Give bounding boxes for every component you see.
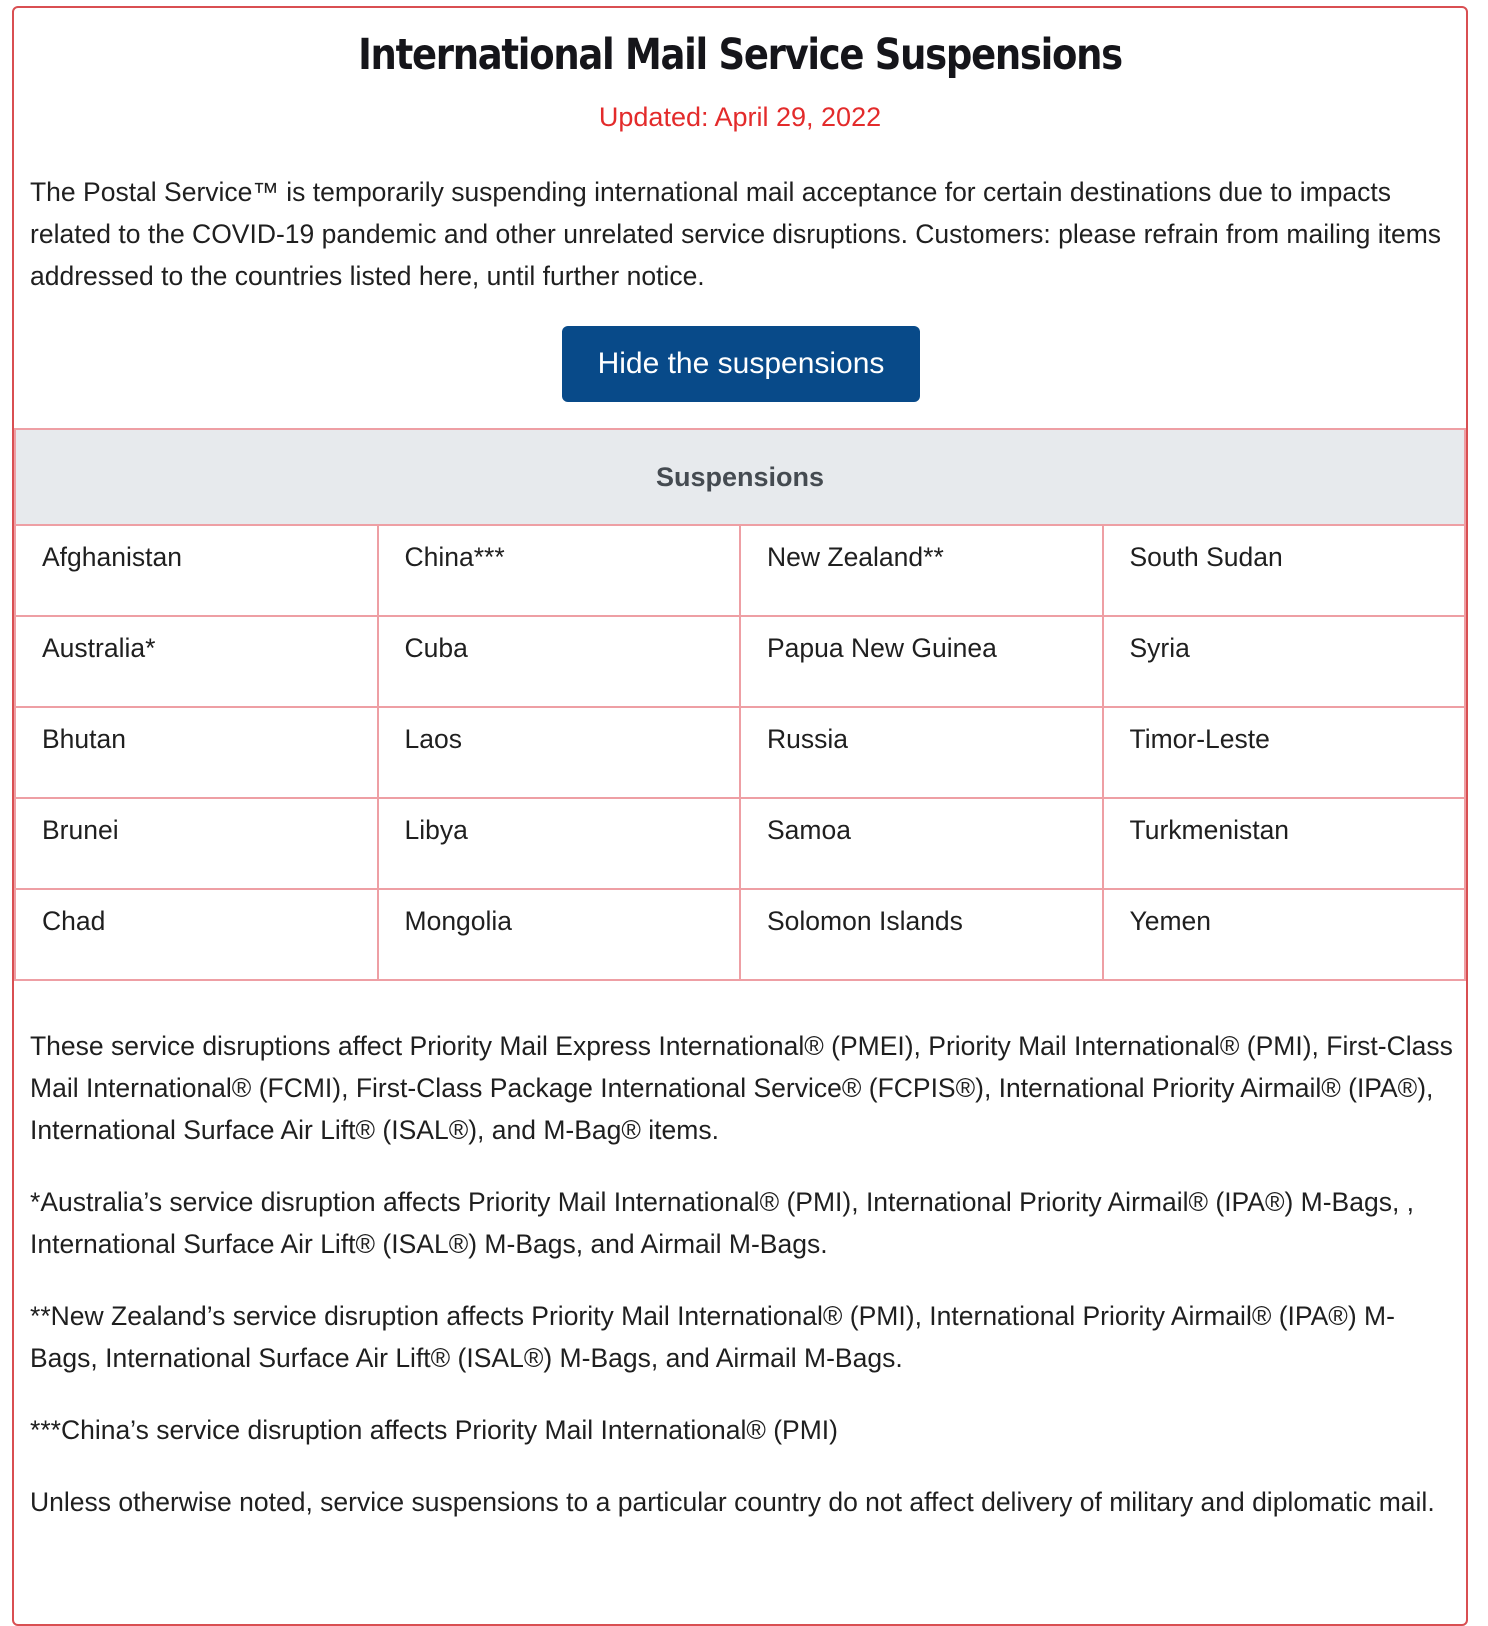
china-footnote: ***China’s service disruption affects Priority Mail International® (PMI) — [30, 1415, 838, 1445]
country-cell: Libya — [378, 798, 741, 889]
country-cell: Russia — [740, 707, 1103, 798]
country-cell: Afghanistan — [15, 525, 378, 616]
country-cell: Solomon Islands — [740, 889, 1103, 980]
hide-suspensions-button[interactable]: Hide the suspensions — [562, 326, 920, 402]
table-row — [15, 525, 1465, 616]
country-cell: Laos — [378, 707, 741, 798]
country-cell: Syria — [1103, 616, 1466, 707]
country-cell: Papua New Guinea — [740, 616, 1103, 707]
new-zealand-footnote: **New Zealand’s service disruption affects Priority Mail International® (PMI), International Priority Airmail® (IPA®) M-Bags, International Surface Air Lift® (ISAL®) M-Bags, and Airmail M-Bags. — [30, 1301, 1395, 1373]
table-row — [15, 707, 1465, 798]
affected-services-note: These service disruptions affect Priority Mail Express International® (PMEI), Priority Mail International® (PMI), First-Class Mail International® (FCMI), First-Class Package International Service® (FCPIS®), International Priority Airmail® (IPA®), International Surface Air Lift® (ISAL®), and M-Bag® items. — [30, 1031, 1453, 1145]
suspension-notice-panel — [12, 6, 1468, 1626]
updated-date: Updated: April 29, 2022 — [598, 102, 882, 132]
table-row — [15, 889, 1465, 980]
table-row — [15, 798, 1465, 889]
country-cell: Australia* — [15, 616, 378, 707]
country-cell: New Zealand** — [740, 525, 1103, 616]
country-cell: Brunei — [15, 798, 378, 889]
country-cell: Bhutan — [15, 707, 378, 798]
suspensions-table-body — [15, 525, 1465, 980]
country-cell: Mongolia — [378, 889, 741, 980]
intro-paragraph: The Postal Service™ is temporarily suspending international mail acceptance for certain destinations due to impacts related to the COVID-19 pandemic and other unrelated service disruptions. Customers: please refrain from mailing items addressed to the countries listed here, until further notice. — [30, 177, 1442, 291]
australia-footnote: *Australia’s service disruption affects Priority Mail International® (PMI), International Priority Airmail® (IPA®) M-Bags, , International Surface Air Lift® (ISAL®) M-Bags, and Airmail M-Bags. — [30, 1187, 1415, 1259]
country-cell: China*** — [378, 525, 741, 616]
suspensions-table — [14, 428, 1466, 981]
page-title: International Mail Service Suspensions — [358, 30, 1122, 80]
country-cell: Yemen — [1103, 889, 1466, 980]
suspensions-table-heading: Suspensions — [15, 429, 1465, 525]
country-cell: South Sudan — [1103, 525, 1466, 616]
country-cell: Timor-Leste — [1103, 707, 1466, 798]
country-cell: Samoa — [740, 798, 1103, 889]
country-cell: Cuba — [378, 616, 741, 707]
country-cell: Chad — [15, 889, 378, 980]
notes-section — [30, 1025, 1460, 1553]
military-diplomatic-note: Unless otherwise noted, service suspensions to a particular country do not affect delivery of military and diplomatic mail. — [30, 1487, 1435, 1517]
country-cell: Turkmenistan — [1103, 798, 1466, 889]
table-row — [15, 616, 1465, 707]
